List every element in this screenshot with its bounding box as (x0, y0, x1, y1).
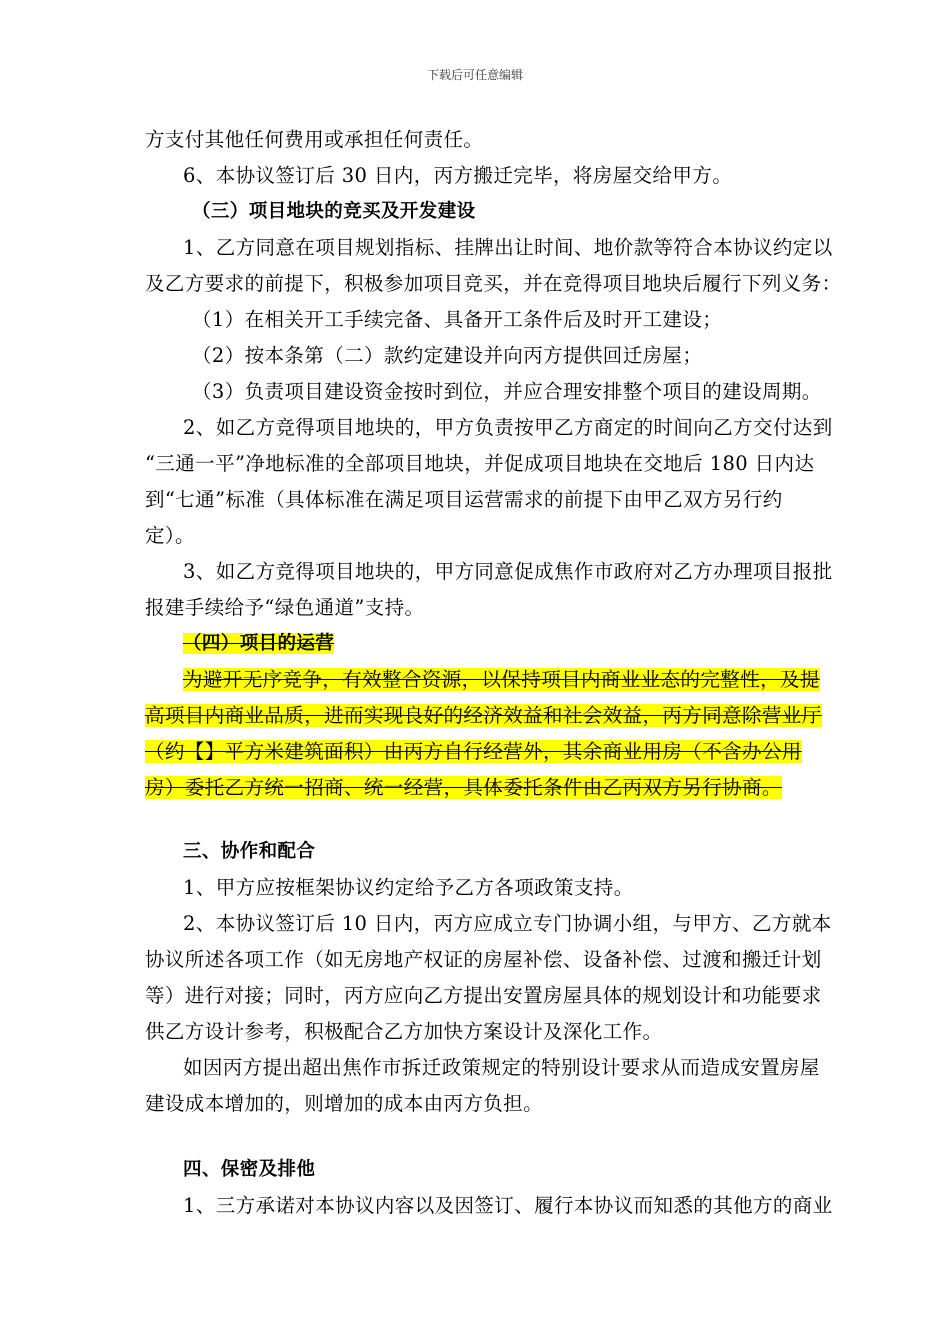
struck-line (145, 776, 805, 800)
paragraph-line: 方支付其他任何费用或承担任何责任。 (145, 128, 484, 151)
paragraph-line: 到“七通”标准（具体标准在满足项目运营需求的前提下由甲乙双方另行约 (145, 488, 783, 511)
struck-heading (183, 632, 805, 656)
section-heading: （三）项目地块的竞买及开发建设 (192, 201, 476, 222)
paragraph-line: 如因丙方提出超出焦作市拆迁政策规定的特别设计要求从而造成安置房屋 (183, 1056, 820, 1079)
paragraph-line: 定）。 (145, 524, 195, 547)
list-item: （2）按本条第（二）款约定建设并向丙方提供回迁房屋； (192, 344, 703, 367)
list-item: （1）在相关开工手续完备、具备开工条件后及时开工建设； (192, 308, 723, 331)
struck-text: 房）委托乙方统一招商、统一经营，具体委托条件由乙丙双方另行协商。 (145, 776, 782, 799)
paragraph-line: 6、本协议签订后 30 日内，丙方搬迁完毕，将房屋交给甲方。 (183, 164, 733, 187)
paragraph-line: 报建手续给予“绿色通道”支持。 (145, 596, 425, 619)
paragraph-line: 供乙方设计参考，积极配合乙方加快方案设计及深化工作。 (145, 1020, 663, 1043)
paragraph-line: “三通一平”净地标准的全部项目地块，并促成项目地块在交地后 180 日内达 (145, 452, 815, 475)
paragraph-line: 1、三方承诺对本协议内容以及因签订、履行本协议而知悉的其他方的商业 (183, 1194, 833, 1217)
paragraph-line: 2、如乙方竞得项目地块的，甲方负责按甲乙方商定的时间向乙方交付达到 (183, 416, 833, 439)
list-item: （3）负责项目建设资金按时到位，并应合理安排整个项目的建设周期。 (192, 380, 822, 403)
page-header: 下载后可任意编辑 (426, 68, 523, 82)
paragraph-line: 1、乙方同意在项目规划指标、挂牌出让时间、地价款等符合本协议约定以 (183, 236, 833, 259)
struck-text: 高项目内商业品质，进而实现良好的经济效益和社会效益，丙方同意除营业厅 (145, 704, 822, 727)
paragraph-line: 等）进行对接；同时，丙方应向乙方提出安置房屋具体的规划设计和功能要求 (145, 984, 822, 1007)
section-heading: 三、协作和配合 (183, 841, 316, 862)
section-heading: 四、保密及排他 (183, 1159, 316, 1180)
paragraph-line: 建设成本增加的，则增加的成本由丙方负担。 (145, 1092, 544, 1115)
struck-line (145, 740, 805, 764)
struck-text: （约【】平方米建筑面积）由丙方自行经营外，其余商业用房（不含办公用 (145, 740, 802, 763)
struck-line (145, 704, 822, 728)
paragraph-line: 协议所述各项工作（如无房地产权证的房屋补偿、设备补偿、过渡和搬迁计划 (145, 948, 822, 971)
struck-line (183, 668, 820, 692)
paragraph-line: 1、甲方应按框架协议约定给予乙方各项政策支持。 (183, 876, 634, 899)
struck-text: （四）项目的运营 (183, 633, 335, 654)
paragraph-line: 3、如乙方竞得项目地块的，甲方同意促成焦作市政府对乙方办理项目报批 (183, 560, 833, 583)
struck-text: 为避开无序竞争，有效整合资源，以保持项目内商业业态的完整性，及提 (183, 668, 820, 691)
paragraph-line: 2、本协议签订后 10 日内，丙方应成立专门协调小组，与甲方、乙方就本 (183, 912, 832, 935)
paragraph-line: 及乙方要求的前提下，积极参加项目竞买，并在竞得项目地块后履行下列义务： (145, 272, 842, 295)
